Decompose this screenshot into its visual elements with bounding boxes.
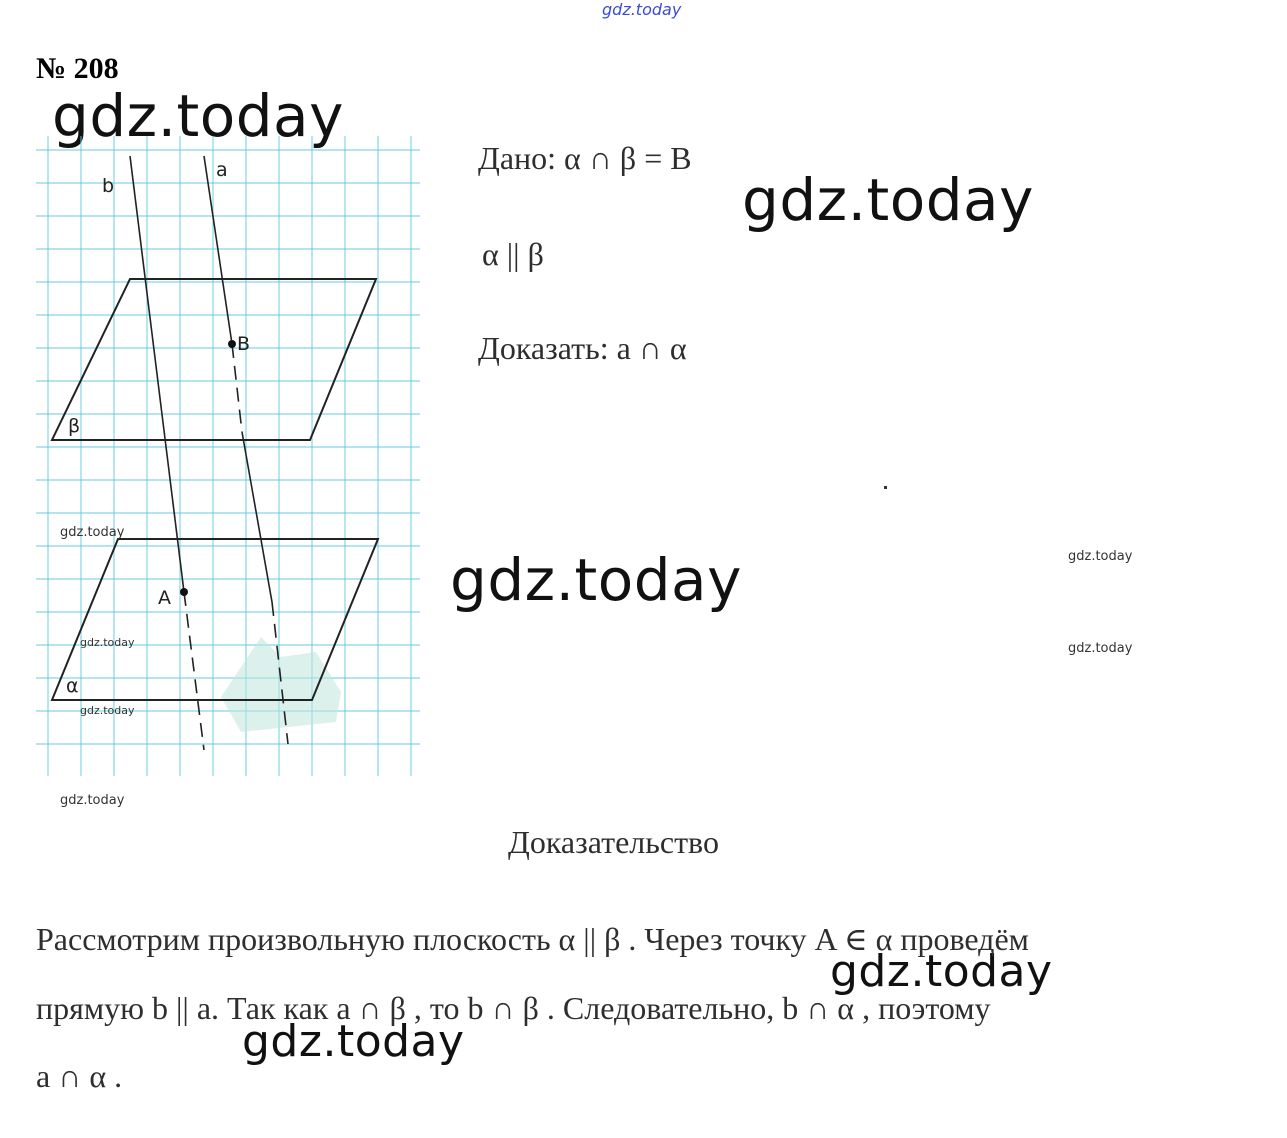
- watermark-large-3: gdz.today: [450, 546, 742, 614]
- line-b-dashed: [184, 592, 204, 750]
- watermark-small-4: gdz.today: [60, 793, 125, 808]
- watermark-top: gdz.today: [602, 0, 682, 19]
- label-line-b: b: [102, 175, 115, 197]
- proof-heading: Доказательство: [508, 824, 719, 860]
- watermark-large-1: gdz.today: [52, 82, 344, 150]
- line-a-dashed-1: [232, 344, 242, 432]
- watermark-small-2: gdz.today: [80, 636, 135, 649]
- watermark-large-2: gdz.today: [742, 166, 1034, 234]
- label-plane-alpha: α: [66, 675, 79, 697]
- given-line-2: α || β: [482, 236, 544, 272]
- watermark-small-3: gdz.today: [80, 704, 135, 717]
- line-b: [130, 156, 184, 592]
- label-point-B: B: [237, 333, 251, 355]
- watermark-large-4: gdz.today: [830, 946, 1053, 997]
- point-B: [228, 340, 236, 348]
- watermark-small-5: gdz.today: [1068, 549, 1133, 564]
- plane-beta: [52, 279, 376, 440]
- line-a: [204, 156, 232, 344]
- geometry-figure: [36, 132, 426, 777]
- proof-line-3: a ∩ α .: [36, 1058, 123, 1094]
- faded-shape: [221, 637, 341, 732]
- stray-dot: [884, 486, 887, 489]
- point-A: [180, 588, 188, 596]
- grid-paper: [36, 136, 420, 776]
- label-point-A: A: [158, 587, 171, 609]
- watermark-large-5: gdz.today: [242, 1016, 465, 1067]
- watermark-small-6: gdz.today: [1068, 641, 1133, 656]
- problem-number: № 208: [36, 52, 119, 85]
- label-plane-beta: β: [68, 415, 81, 437]
- proof-line-1: Рассмотрим произвольную плоскость α || β . Через точку A ∈ α проведём: [36, 921, 1029, 957]
- label-line-a: a: [216, 159, 228, 181]
- given-line-1: Дано: α ∩ β = B: [478, 140, 692, 176]
- proof-line-2: прямую b || a. Так как a ∩ β , то b ∩ β . Следовательно, b ∩ α , поэтому: [36, 990, 991, 1026]
- watermark-small-1: gdz.today: [60, 525, 125, 540]
- given-line-3: Доказать: a ∩ α: [478, 330, 687, 366]
